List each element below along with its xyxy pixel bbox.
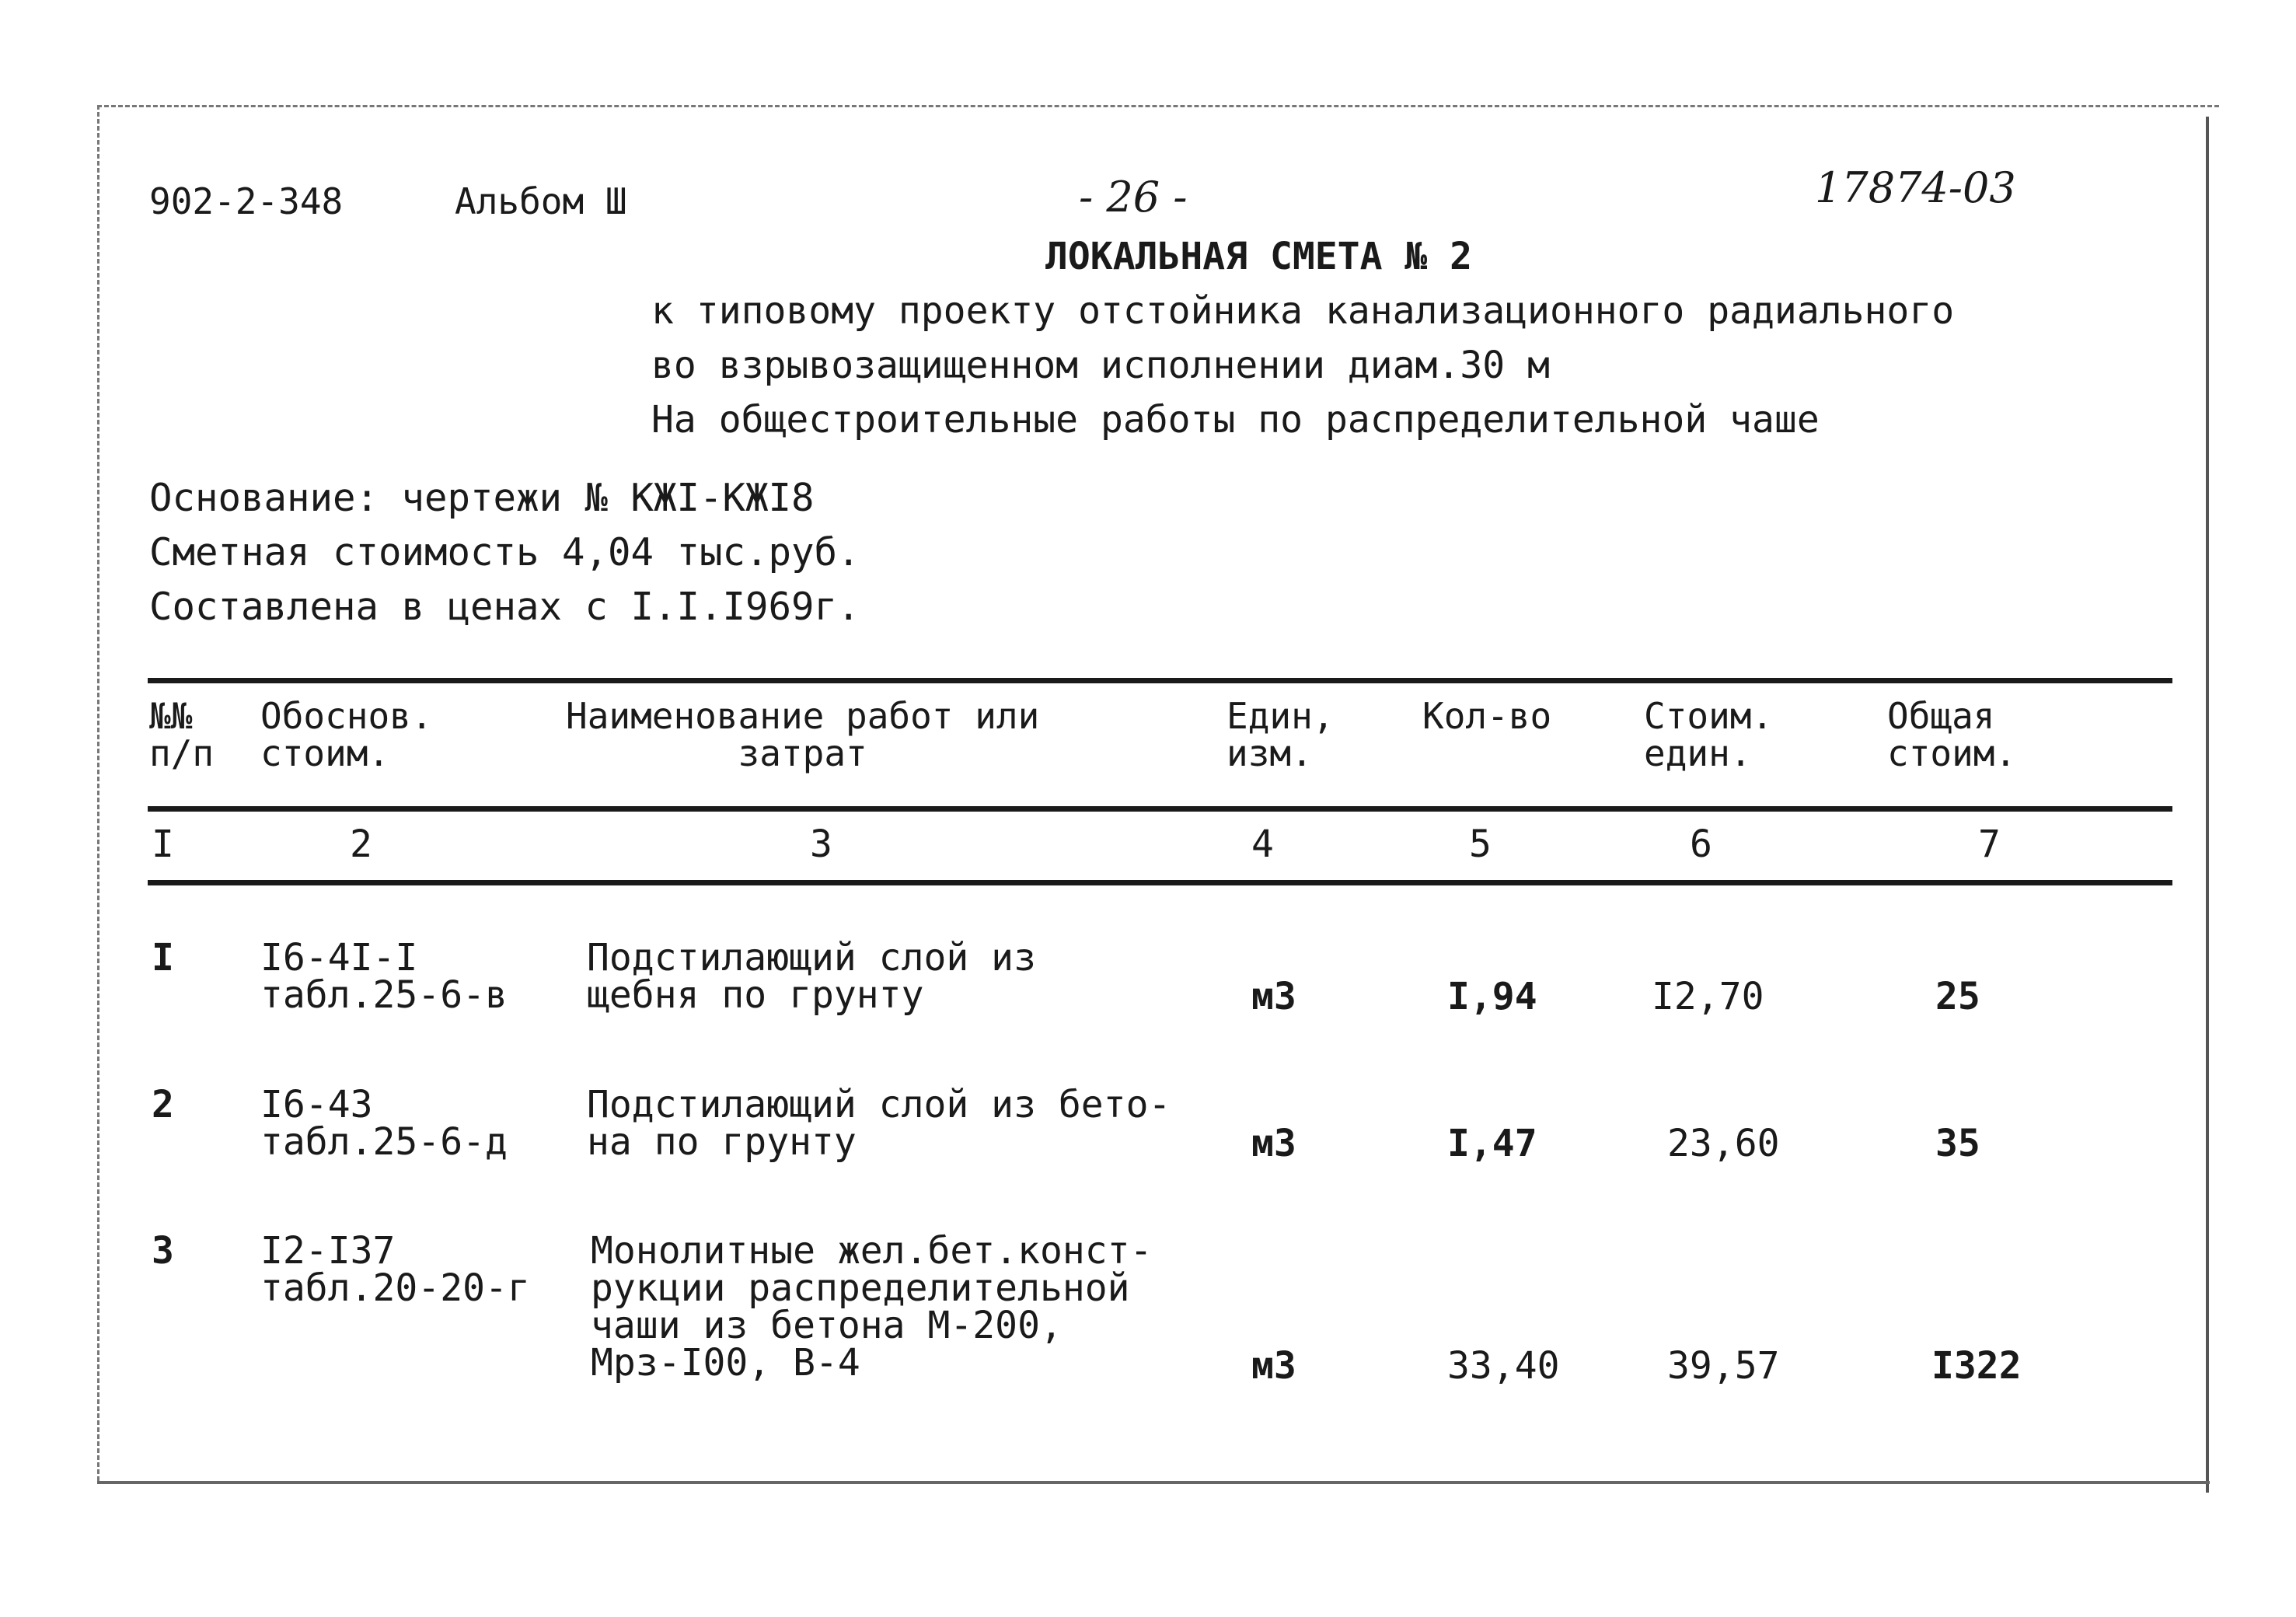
row-2-total: 35 [1935, 1122, 1980, 1165]
row-2-unit: м3 [1251, 1122, 1296, 1165]
row-1-total: 25 [1935, 975, 1980, 1018]
column-number-1: I [152, 822, 174, 866]
column-number-2: 2 [350, 822, 372, 866]
table-header-rule [148, 806, 2172, 812]
row-3-name: Монолитные жел.бет.конст- рукции распределительной чаши из бетона М-200, Мрз-I00, В-4 [591, 1229, 1153, 1385]
row-3-total: I322 [1931, 1344, 2022, 1388]
column-number-7: 7 [1978, 822, 2001, 866]
basis-prices: Составлена в ценах с I.I.I969г. [149, 585, 860, 629]
row-2-name: Подстилающий слой из бето- на по грунту [587, 1083, 1171, 1164]
title-line-3: На общестроительные работы по распределительной чаше [651, 398, 1820, 442]
row-1-basis: I6-4I-I табл.25-6-в [260, 936, 508, 1017]
row-3-unit: м3 [1251, 1344, 1296, 1388]
basis-drawings: Основание: чертежи № КЖI-КЖI8 [149, 476, 815, 520]
title-line-1: к типовому проекту отстойника канализационного радиального [651, 289, 1955, 333]
sheet-code: 17874-03 [1815, 163, 2016, 212]
page-number: - 26 - [1079, 173, 1188, 222]
table-top-rule [148, 678, 2172, 683]
column-number-4: 4 [1251, 822, 1274, 866]
row-2-num: 2 [152, 1083, 174, 1126]
frame-right-border [2206, 117, 2209, 1493]
header-unit-cost: Стоим. един. [1644, 695, 1774, 774]
header-name: Наименование работ или затрат [566, 695, 1040, 774]
column-number-3: 3 [810, 822, 832, 866]
header-unit: Един, изм. [1227, 695, 1335, 774]
header-basis: Обоснов. стоим. [260, 695, 433, 774]
frame-left-border [97, 105, 99, 1481]
table-numbers-rule [148, 880, 2172, 885]
row-1-qty: I,94 [1447, 975, 1537, 1018]
row-1-unit-cost: I2,70 [1652, 975, 1764, 1018]
album-label: Альбом Ш [455, 180, 627, 222]
row-1-num: I [152, 936, 174, 980]
title-line-2: во взрывозащищенном исполнении диам.30 м [651, 344, 1550, 387]
header-qty: Кол-во [1422, 695, 1552, 737]
header-total: Общая стоим. [1887, 695, 2017, 774]
estimate-title: ЛОКАЛЬНАЯ СМЕТА № 2 [1045, 235, 1473, 278]
row-2-qty: I,47 [1447, 1122, 1537, 1165]
column-number-6: 6 [1690, 822, 1712, 866]
header-num: №№ п/п [149, 695, 215, 774]
row-1-name: Подстилающий слой из щебня по грунту [587, 936, 1036, 1017]
project-code: 902-2-348 [149, 180, 344, 222]
row-1-unit: м3 [1251, 975, 1296, 1018]
basis-cost: Сметная стоимость 4,04 тыс.руб. [149, 530, 860, 575]
frame-top-border [97, 105, 2219, 107]
row-3-num: 3 [152, 1229, 174, 1273]
row-3-basis: I2-I37 табл.20-20-г [260, 1229, 530, 1310]
column-number-5: 5 [1469, 822, 1492, 866]
frame-bottom-border [97, 1481, 2210, 1484]
row-2-basis: I6-43 табл.25-6-д [260, 1083, 508, 1164]
row-3-qty: 33,40 [1447, 1344, 1560, 1388]
row-2-unit-cost: 23,60 [1667, 1122, 1780, 1165]
row-3-unit-cost: 39,57 [1667, 1344, 1780, 1388]
